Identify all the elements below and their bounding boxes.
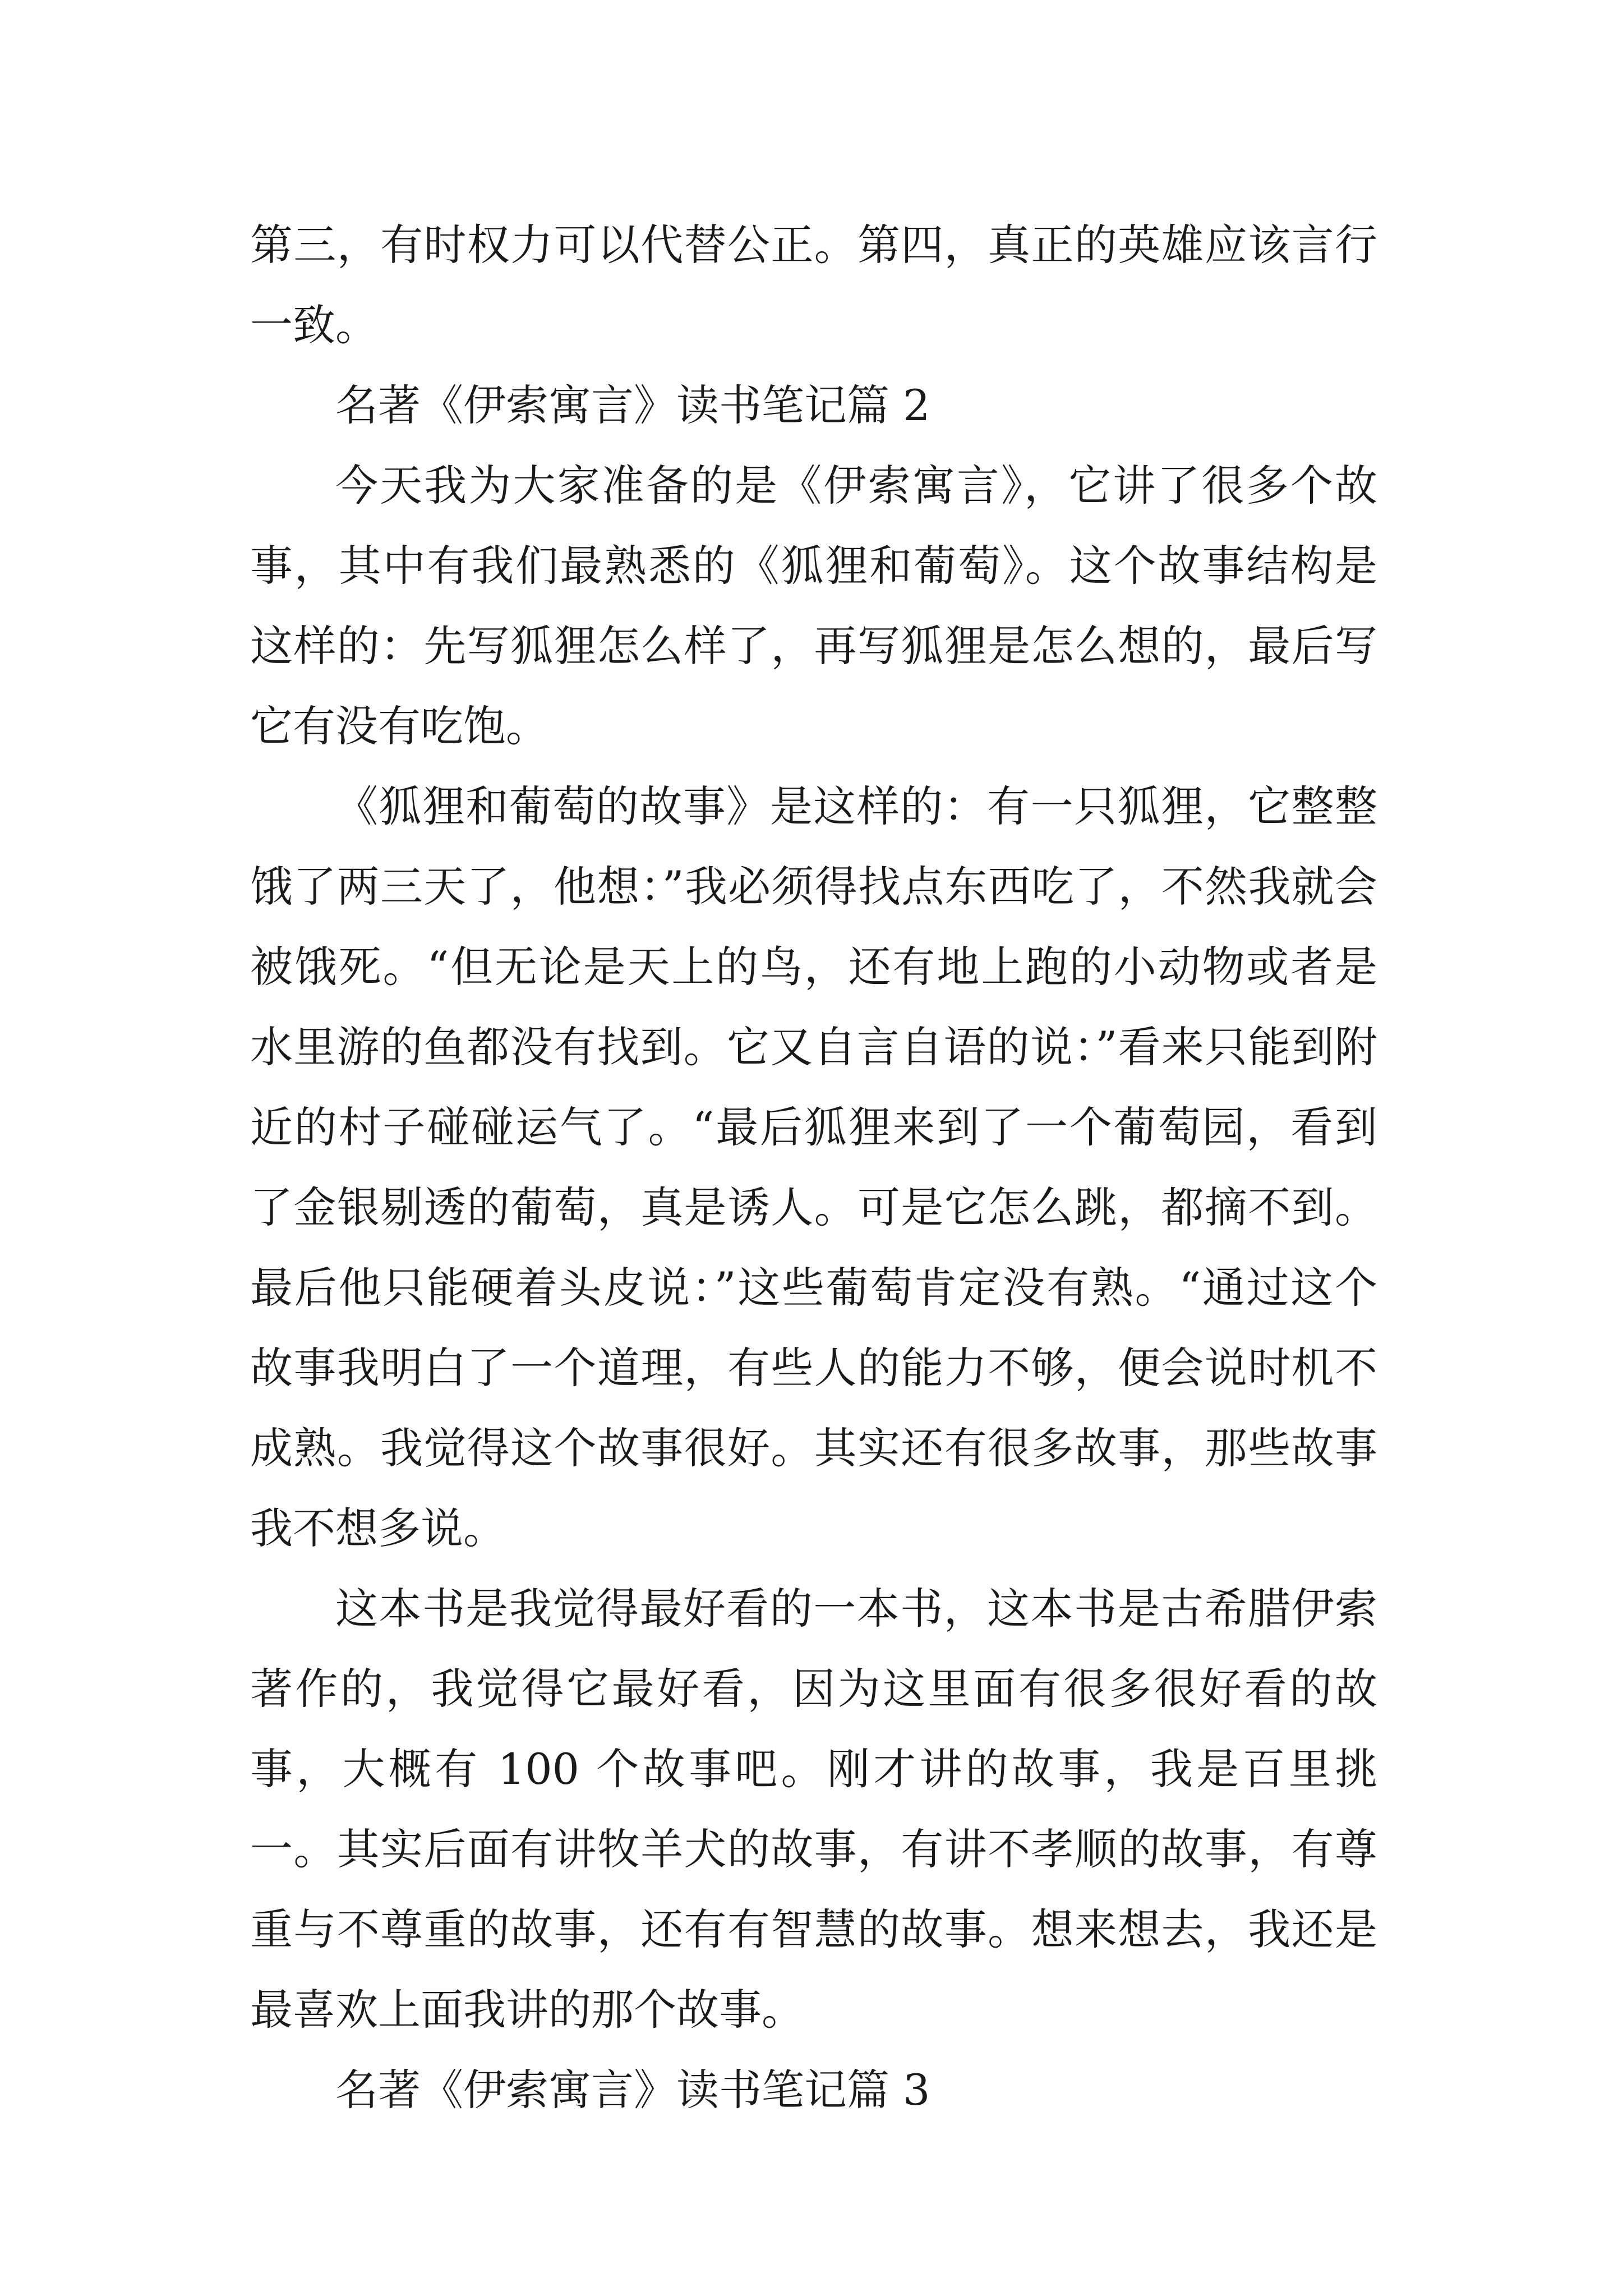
paragraph-opinion: 这本书是我觉得最好看的一本书，这本书是古希腊伊索著作的，我觉得它最好看，因为这里面有很多很好看的故事，大概有 100 个故事吧。刚才讲的故事，我是百里挑一。其实后面有讲牧羊犬的故事，有讲不孝顺的故事，有尊重与不尊重的故事，还有有智慧的故事。想来想去，我还是最喜欢上面我讲的那个故事。 bbox=[250, 1584, 1377, 2035]
section-heading-3: 名著《伊索寓言》读书笔记篇 3 bbox=[335, 2065, 930, 2115]
document-body bbox=[250, 205, 1377, 2130]
paragraph-story: 《狐狸和葡萄的故事》是这样的：有一只狐狸，它整整饿了两三天了，他想：”我必须得找点东西吃了，不然我就会被饿死。“但无论是天上的鸟，还有地上跑的小动物或者是水里游的鱼都没有找到。它又自言自语的说：”看来只能到附近的村子碰碰运气了。“最后狐狸来到了一个葡萄园，看到了金银剔透的葡萄，真是诱人。可是它怎么跳，都摘不到。最后他只能硬着头皮说：”这些葡萄肯定没有熟。“通过这个故事我明白了一个道理，有些人的能力不够，便会说时机不成熟。我觉得这个故事很好。其实还有很多故事，那些故事我不想多说。 bbox=[250, 781, 1377, 1553]
paragraph-continuation: 第三，有时权力可以代替公正。第四，真正的英雄应该言行一致。 bbox=[250, 220, 1377, 350]
paragraph-intro: 今天我为大家准备的是《伊索寓言》，它讲了很多个故事，其中有我们最熟悉的《狐狸和葡萄》。这个故事结构是这样的：先写狐狸怎么样了，再写狐狸是怎么想的，最后写它有没有吃饱。 bbox=[250, 461, 1377, 751]
section-heading-2: 名著《伊索寓言》读书笔记篇 2 bbox=[335, 380, 930, 430]
